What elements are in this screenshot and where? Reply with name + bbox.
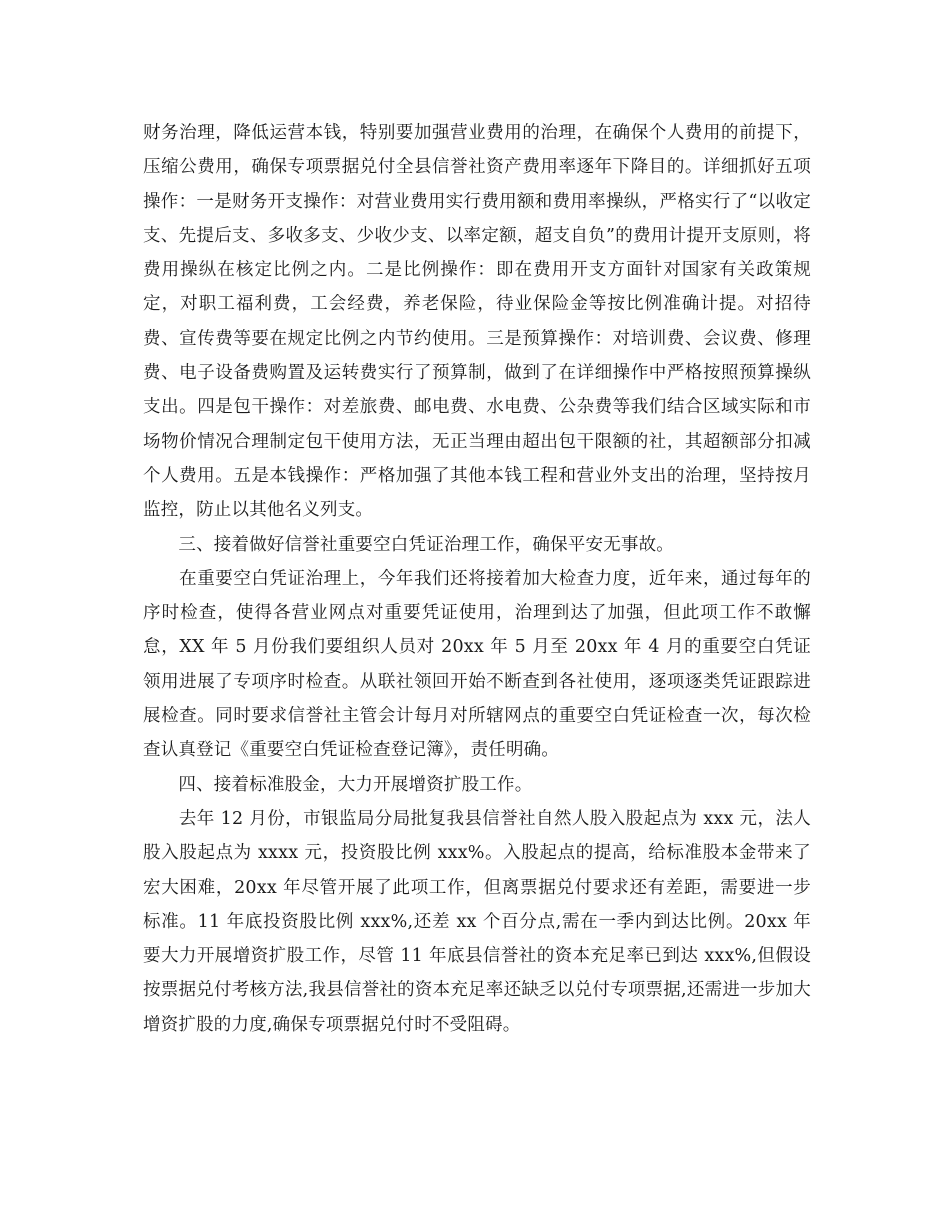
paragraph-capital-increase: 去年 12 月份，市银监局分局批复我县信誉社自然人股入股起点为 xxx 元，法人股入股起点为 xxxx 元，投资股比例 xxx%。入股起点的提高，给标准股本金带来了宏大困难，20xx 年尽管开展了此项工作，但离票据兑付要求还有差距，需要进一步标准。11 年底投资股比例 xxx%,还差 xx 个百分点,需在一季内到达比例。20xx 年要大力开展增资扩股工作，尽管 11 年底县信誉社的资本充足率已到达 xxx%,但假设按票据兑付考核方法,我县信誉社的资本充足率还缺乏以兑付专项票据,还需进一步加大增资扩股的力度,确保专项票据兑付时不受阻碍。 xyxy=(143,808,811,1035)
paragraph-finance-operations: 财务治理，降低运营本钱，特别要加强营业费用的治理，在确保个人费用的前提下，压缩公费用，确保专项票据兑付全县信誉社资产费用率逐年下降目的。详细抓好五项操作：一是财务开支操作：对营业费用实行费用额和费用率操纵，严格实行了“以收定支、先提后支、多收多支、少收少支、以率定额，超支自负”的费用计提开支原则，将费用操纵在核定比例之内。二是比例操作：即在费用开支方面针对国家有关政策规定，对职工福利费，工会经费，养老保险，待业保险金等按比例准确计提。对招待费、宣传费等要在规定比例之内节约使用。三是预算操作：对培训费、会议费、修理费、电子设备费购置及运转费实行了预算制，做到了在详细操作中严格按照预算操纵支出。四是包干操作：对差旅费、邮电费、水电费、公杂费等我们结合区域实际和市场物价情况合理制定包干使用方法，无正当理由超出包干限额的社，其超额部分扣减个人费用。五是本钱操作：严格加强了其他本钱工程和营业外支出的治理，坚持按月监控，防止以其他名义列支。 xyxy=(143,123,811,521)
document-body xyxy=(143,116,811,1042)
paragraph-section-three-heading: 三、接着做好信誉社重要空白凭证治理工作，确保平安无事故。 xyxy=(143,534,674,555)
paragraph-blank-voucher-management: 在重要空白凭证治理上，今年我们还将接着加大检查力度，近年来，通过每年的序时检查，使得各营业网点对重要凭证使用，治理到达了加强，但此项工作不敢懈怠，XX 年 5 月份我们要组织人员对 20xx 年 5 月至 20xx 年 4 月的重要空白凭证领用进展了专项序时检查。从联社领回开始不断查到各社使用，逐项逐类凭证跟踪进展检查。同时要求信誉社主管会计每月对所辖网点的重要空白凭证检查一次，每次检查认真登记《重要空白凭证检查登记簿》，责任明确。 xyxy=(143,568,811,761)
paragraph-section-four-heading: 四、接着标准股金，大力开展增资扩股工作。 xyxy=(143,774,533,795)
